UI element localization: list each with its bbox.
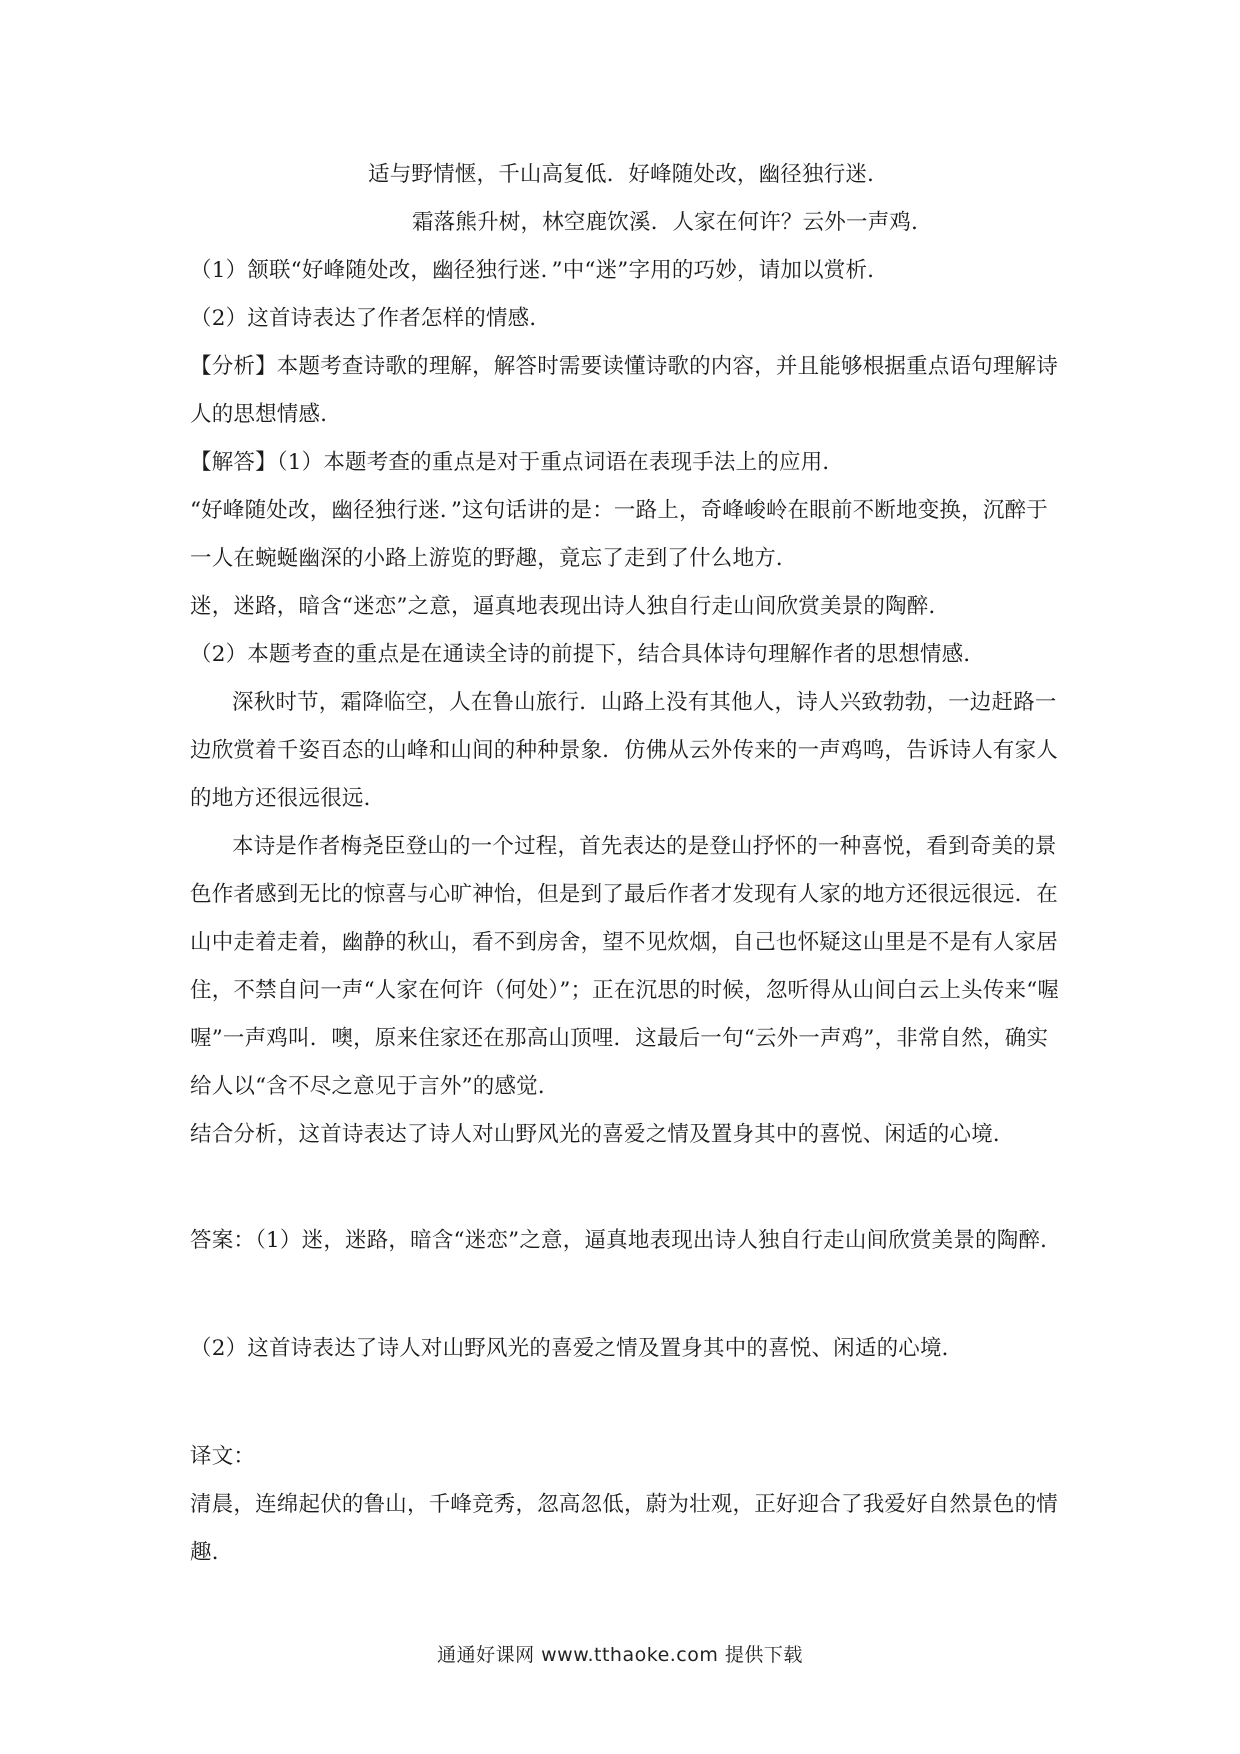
analysis-line-2: 人的思想情感． [190,402,342,427]
paragraph-2-line-5: 喔”一声鸡叫．噢，原来住家还在那高山顶哩．这最后一句“云外一声鸡”，非常自然，确实 [190,1026,1049,1051]
poem-line-2: 霜落熊升树，林空鹿饮溪．人家在何许？云外一声鸡． [412,210,933,235]
paragraph-2-line-3: 山中走着走着，幽静的秋山，看不到房舍，望不见炊烟，自己也怀疑这山里是不是有人家居 [190,930,1059,955]
page-footer: 通通好课网 www.tthaoke.com 提供下载 [437,1644,803,1666]
question-2: （2）这首诗表达了作者怎样的情感． [190,306,552,331]
translation-heading: 译文： [190,1444,256,1469]
paragraph-1-line-1: 深秋时节，霜降临空，人在鲁山旅行．山路上没有其他人，诗人兴致勃勃，一边赶路一 [232,690,1057,715]
paragraph-1-line-2: 边欣赏着千姿百态的山峰和山间的种种景象．仿佛从云外传来的一声鸡鸣，告诉诗人有家人 [190,738,1059,763]
poem-line-1: 适与野情惬，千山高复低．好峰随处改，幽径独行迷． [368,162,889,187]
translation-line-1: 清晨，连绵起伏的鲁山，千峰竞秀，忽高忽低，蔚为壮观，正好迎合了我爱好自然景色的情 [190,1492,1059,1517]
paragraph-2-line-1: 本诗是作者梅尧臣登山的一个过程，首先表达的是登山抒怀的一种喜悦，看到奇美的景 [232,834,1057,859]
paragraph-2-line-4: 住，不禁自问一声“人家在何许（何处）”；正在沉思的时候，忽听得从山间白云上头传来“喔 [190,978,1060,1003]
conclusion-line: 结合分析，这首诗表达了诗人对山野风光的喜爱之情及置身其中的喜悦、闲适的心境． [190,1122,1015,1147]
analysis-line-1: 【分析】本题考查诗歌的理解，解答时需要读懂诗歌的内容，并且能够根据重点语句理解诗 [190,354,1059,379]
answer-2: （2）这首诗表达了诗人对山野风光的喜爱之情及置身其中的喜悦、闲适的心境． [190,1336,964,1361]
answer-1: 答案：（1）迷，迷路，暗含“迷恋”之意，逼真地表现出诗人独自行走山间欣赏美景的陶醉． [190,1228,1062,1253]
question-1: （1）颔联“好峰随处改，幽径独行迷．”中“迷”字用的巧妙，请加以赏析． [190,258,889,283]
paragraph-2-line-6: 给人以“含不尽之意见于言外”的感觉． [190,1074,560,1099]
answer-detail-line-3: 一人在蜿蜒幽深的小路上游览的野趣，竟忘了走到了什么地方． [190,546,798,571]
translation-line-2: 趣． [190,1540,234,1565]
answer-detail-line-5: （2）本题考查的重点是在通读全诗的前提下，结合具体诗句理解作者的思想情感． [190,642,986,667]
paragraph-1-line-3: 的地方还很远很远． [190,786,386,811]
answer-detail-line-2: “好峰随处改，幽径独行迷．”这句话讲的是：一路上，奇峰峻岭在眼前不断地变换，沉醉于 [190,498,1048,523]
answer-detail-line-1: 【解答】（1）本题考查的重点是对于重点词语在表现手法上的应用． [190,450,845,475]
answer-detail-line-4: 迷，迷路，暗含“迷恋”之意，逼真地表现出诗人独自行走山间欣赏美景的陶醉． [190,594,951,619]
paragraph-2-line-2: 色作者感到无比的惊喜与心旷神怡，但是到了最后作者才发现有人家的地方还很远很远．在 [190,882,1059,907]
